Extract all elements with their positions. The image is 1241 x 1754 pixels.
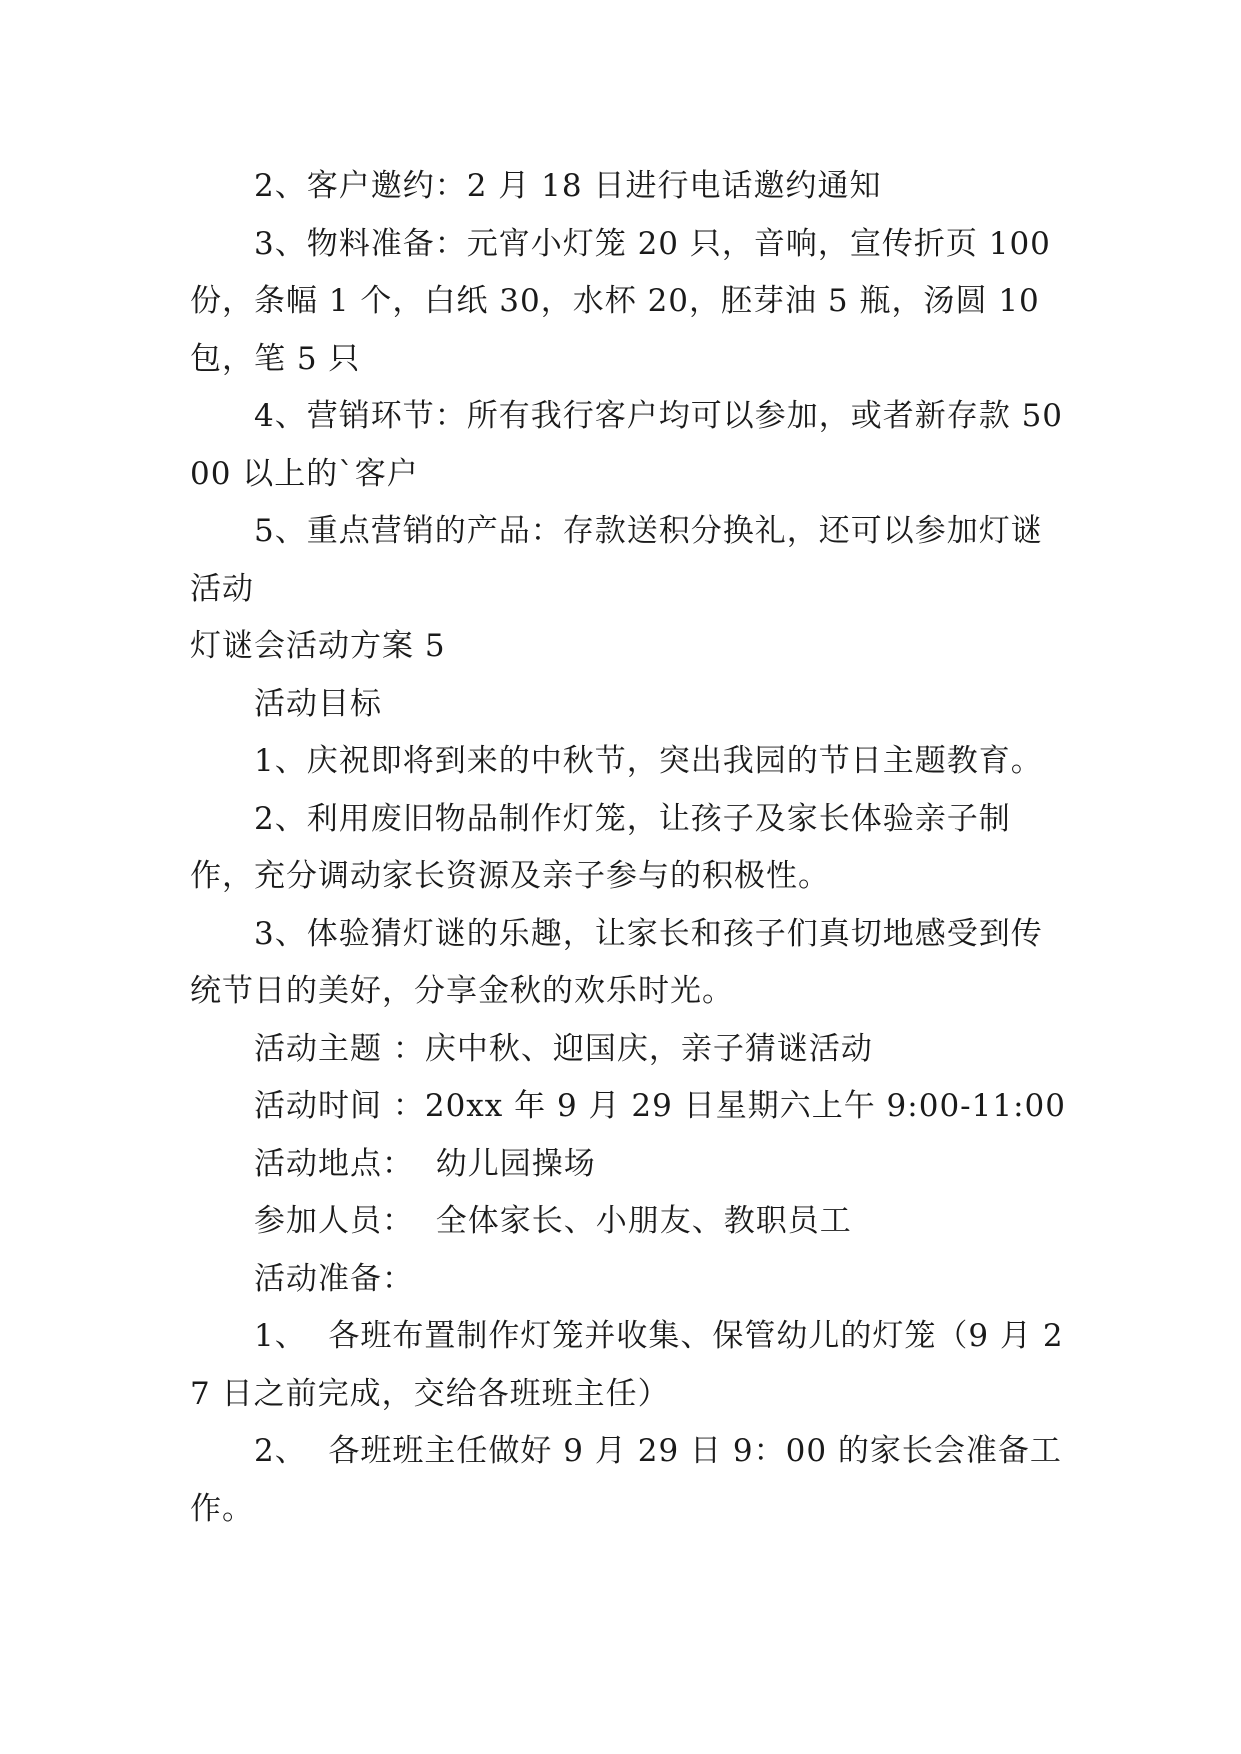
paragraph-activity-theme: 活动主题 ：庆中秋、迎国庆，亲子猜谜活动 <box>254 1030 873 1067</box>
paragraph-activity-location: 活动地点： 幼儿园操场 <box>254 1145 596 1182</box>
section-heading: 灯谜会活动方案 5 <box>190 628 446 664</box>
paragraph-key-products: 5、重点营销的产品：存款送积分换礼，还可以参加灯谜活动 <box>190 513 1043 607</box>
paragraph-goal-3: 3、体验猜灯谜的乐趣，让家长和孩子们真切地感受到传统节日的美好，分享金秋的欢乐时光。 <box>190 915 1043 1009</box>
paragraph-customer-invitation: 2、客户邀约：2 月 18 日进行电话邀约通知 <box>254 168 882 204</box>
paragraph-goal-1: 1、庆祝即将到来的中秋节，突出我园的节日主题教育。 <box>254 743 1043 779</box>
paragraph-activity-time: 活动时间 ：20xx 年 9 月 29 日星期六上午 9:00-11:00 <box>254 1088 1066 1124</box>
paragraph-participants: 参加人员： 全体家长、小朋友、教职员工 <box>254 1203 852 1239</box>
paragraph-material-preparation: 3、物料准备：元宵小灯笼 20 只，音响，宣传折页 100 份，条幅 1 个，白纸 30，水杯 20，胚芽油 5 瓶，汤圆 10 包，笔 5 只 <box>190 225 1062 377</box>
paragraph-marketing-stage: 4、营销环节：所有我行客户均可以参加，或者新存款 5000 以上的`客户 <box>190 398 1064 492</box>
paragraph-preparation-1: 1、 各班布置制作灯笼并收集、保管幼儿的灯笼（9 月 27 日之前完成，交给各班班主任） <box>190 1318 1064 1412</box>
paragraph-preparation-title: 活动准备： <box>254 1260 414 1297</box>
document-body <box>190 158 1070 1538</box>
paragraph-preparation-2: 2、 各班班主任做好 9 月 29 日 9：00 的家长会准备工作。 <box>190 1433 1062 1527</box>
paragraph-goal-2: 2、利用废旧物品制作灯笼，让孩子及家长体验亲子制作，充分调动家长资源及亲子参与的积极性。 <box>190 800 1011 894</box>
paragraph-activity-goals-title: 活动目标 <box>254 685 382 722</box>
